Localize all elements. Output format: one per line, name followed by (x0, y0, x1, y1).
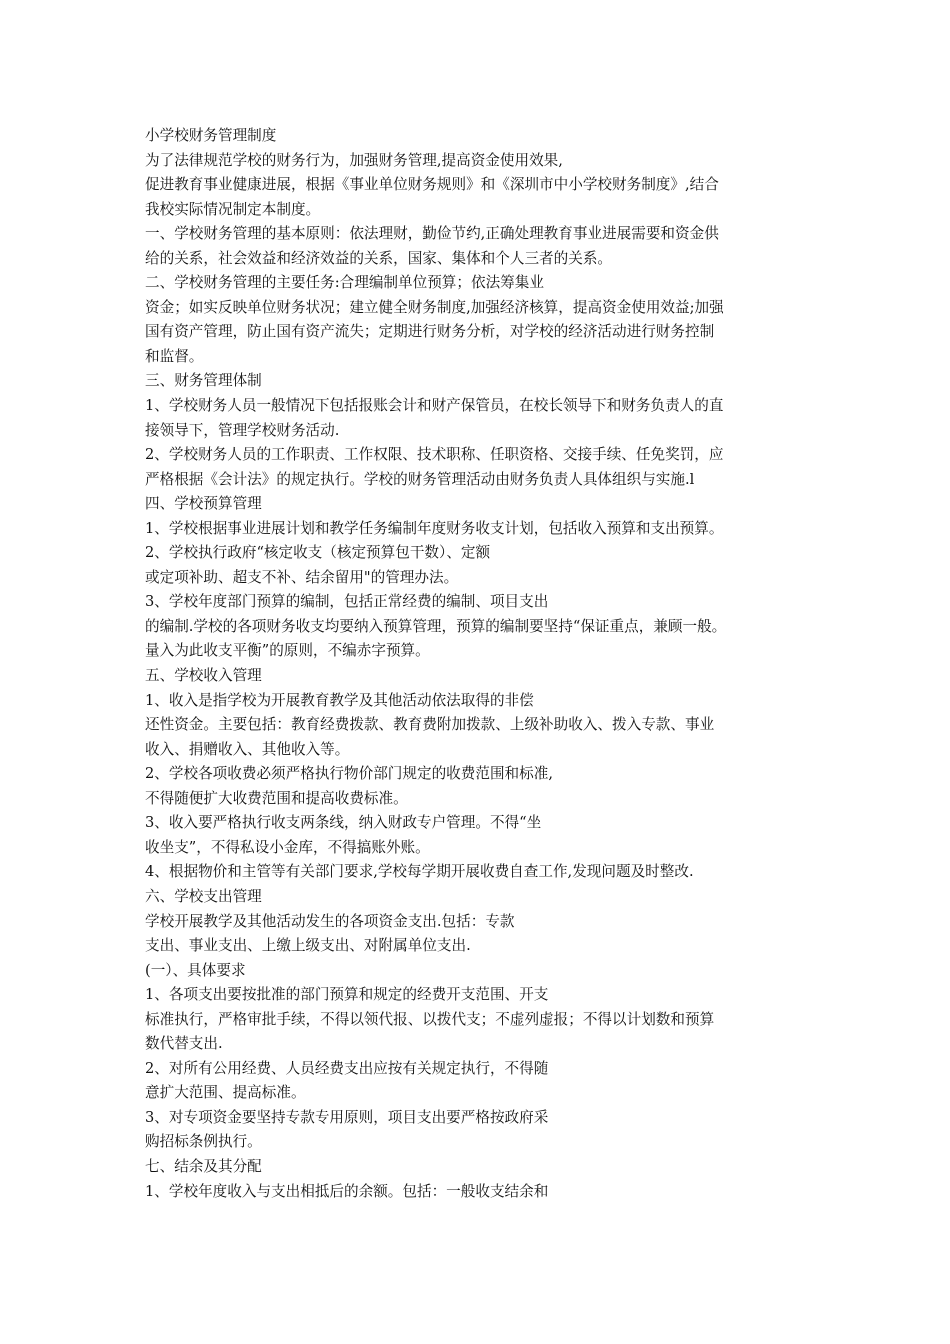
document-title: 小学校财务管理制度 (145, 127, 277, 144)
text-line: 还性资金。主要包括：教育经费拨款、教育费附加拨款、上级补助收入、拨入专款、事业 (145, 716, 715, 734)
text-line: 和监督。 (145, 347, 204, 365)
document-page (145, 124, 815, 1204)
text-line: 1、学校财务人员一般情况下包括报账会计和财产保管员，在校长领导下和财务负责人的直 (145, 397, 724, 415)
text-line: 4、根据物价和主管等有关部门要求,学校每学期开展收费自查工作,发现问题及时整改. (145, 863, 694, 881)
section-heading: 五、学校收入管理 (145, 667, 262, 685)
text-line: 二、学校财务管理的主要任务:合理编制单位预算；依法筹集业 (145, 274, 544, 292)
text-line: 1、学校根据事业进展计划和教学任务编制年度财务收支计划，包括收入预算和支出预算。 (145, 519, 724, 537)
text-line: 数代替支出. (145, 1035, 223, 1053)
text-line: 严格根据《会计法》的规定执行。学校的财务管理活动由财务负责人具体组织与实施.l (145, 470, 695, 488)
text-line: 接领导下，管理学校财务活动. (145, 421, 340, 439)
text-line: 收坐支”，不得私设小金库，不得搞账外账。 (145, 838, 430, 856)
text-line: 2、学校财务人员的工作职责、工作权限、技术职称、任职资格、交接手续、任免奖罚，应 (145, 446, 724, 464)
text-line: 2、对所有公用经费、人员经费支出应按有关规定执行，不得随 (145, 1059, 549, 1077)
text-line: 标准执行，严格审批手续，不得以领代报、以拨代支；不虚列虚报；不得以计划数和预算 (145, 1010, 715, 1028)
subsection-heading: (一）、具体要求 (145, 961, 246, 979)
section-heading: 三、财务管理体制 (145, 372, 262, 390)
text-line: 1、学校年度收入与支出相抵后的余额。包括：一般收支结余和 (145, 1182, 549, 1200)
text-line: 资金；如实反映单位财务状况；建立健全财务制度,加强经济核算，提高资金使用效益;加强 (145, 298, 724, 316)
text-line: 给的关系，社会效益和经济效益的关系，国家、集体和个人三者的关系。 (145, 249, 613, 267)
text-line: 2、学校各项收费必须严格执行物价部门规定的收费范围和标准, (145, 765, 553, 783)
text-line: 意扩大范围、提高标准。 (145, 1084, 306, 1102)
text-line: 1、各项支出要按批准的部门预算和规定的经费开支范围、开支 (145, 986, 549, 1004)
section-heading: 七、结余及其分配 (145, 1157, 262, 1175)
text-line: 1、收入是指学校为开展教育教学及其他活动依法取得的非偿 (145, 691, 534, 709)
text-line: 购招标条例执行。 (145, 1133, 262, 1151)
text-line: 促进教育事业健康进展，根据《事业单位财务规则》和《深圳市中小学校财务制度》,结合 (145, 176, 719, 194)
text-line: 为了法律规范学校的财务行为，加强财务管理,提高资金使用效果, (145, 151, 563, 169)
section-heading: 四、学校预算管理 (145, 495, 262, 513)
text-line: 国有资产管理，防止国有资产流失；定期进行财务分析，对学校的经济活动进行财务控制 (145, 323, 715, 341)
text-line: 3、学校年度部门预算的编制，包括正常经费的编制、项目支出 (145, 593, 549, 611)
section-heading: 六、学校支出管理 (145, 887, 262, 905)
text-line: 收入、捐赠收入、其他收入等。 (145, 740, 350, 758)
text-line: 2、学校执行政府“核定收支（核定预算包干数）、定额 (145, 544, 491, 562)
text-line: 学校开展教学及其他活动发生的各项资金支出.包括：专款 (145, 912, 515, 930)
text-line: 的编制.学校的各项财务收支均要纳入预算管理，预算的编制要坚持“保证重点，兼顾一般。 (145, 617, 727, 635)
text-line: 3、对专项资金要坚持专款专用原则，项目支出要严格按政府采 (145, 1108, 549, 1126)
text-line: 一、学校财务管理的基本原则：依法理财，勤俭节约,正确处理教育事业进展需要和资金供 (145, 225, 719, 243)
text-line: 或定项补助、超支不补、结余留用"的管理办法。 (145, 568, 459, 586)
text-line: 不得随便扩大收费范围和提高收费标准。 (145, 789, 408, 807)
text-line: 3、收入要严格执行收支两条线，纳入财政专户管理。不得“坐 (145, 814, 542, 832)
text-line: 量入为此收支平衡”的原则，不编赤字预算。 (145, 642, 430, 660)
text-line: 支出、事业支出、上缴上级支出、对附属单位支出. (145, 937, 471, 955)
text-line: 我校实际情况制定本制度。 (145, 200, 321, 218)
